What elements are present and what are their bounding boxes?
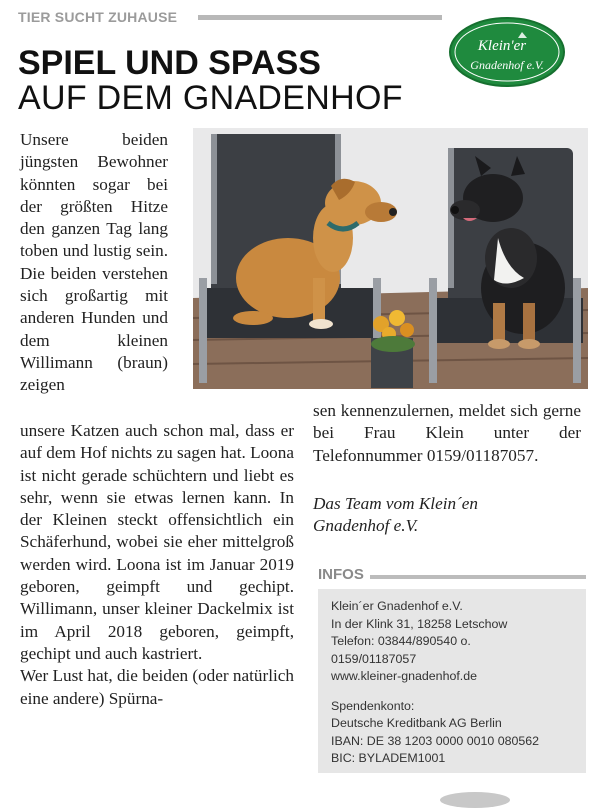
section-kicker: TIER SUCHT ZUHAUSE	[18, 9, 178, 25]
gnadenhof-logo	[448, 16, 566, 88]
article-signature	[313, 493, 581, 538]
website-link[interactable]: www.kleiner-gnadenhof.de	[331, 669, 478, 683]
signature-line: Das Team vom Klein´en	[313, 494, 479, 513]
infos-gap	[331, 686, 581, 698]
dogs-on-chairs-photo	[193, 128, 588, 389]
bank-line: BIC: BYLADEM1001	[331, 751, 446, 765]
logo-text-bottom: Gnadenhof e.V.	[470, 58, 544, 72]
article-paragraph: sen kennenzulernen, meldet sich gerne bei Frau Klein unter der Telefonnummer 0159/01187057.	[313, 401, 581, 465]
infos-line: In der Klink 31, 18258 Letschow	[331, 616, 508, 631]
article-paragraph: unsere Katzen auch schon mal, dass er auf dem Hof nichts zu sagen hat. Loona ist nicht gerade schüchtern und liebt es sehr, wenn sie etwas lernen kann. In der Kleinen steckt offensichtlich ein Schäferhund, wobei sie eher mittelgroß werden wird. Loona ist im Januar 2019 geboren, geimpft und gechipt. Willimann, unser kleiner Dackelmix ist im April 2018 geboren, geimpft, gechipt und auch kastriert.	[20, 421, 294, 663]
infos-line: Telefon: 03844/890540 o.	[331, 634, 471, 648]
article-col2	[313, 400, 581, 467]
infos-label: INFOS	[318, 566, 364, 583]
page-decoration	[440, 792, 510, 808]
signature-line: Gnadenhof e.V.	[313, 516, 419, 536]
infos-line: 0159/01187057	[331, 651, 417, 666]
headline-line1: SPIEL UND SPASS	[18, 44, 321, 82]
article-paragraph: Wer Lust hat, die beiden (oder natürlich eine andere) Spürna-	[20, 666, 294, 708]
kicker-divider	[198, 15, 442, 20]
headline-line2: AUF DEM GNADENHOF	[18, 79, 403, 117]
infos-divider	[370, 575, 586, 579]
article-paragraph: Unsere beiden jüngsten Bewohner könnten sogar bei der größten Hitze den ganzen Tag lang toben und lustig sein. Die beiden verstehen sich großartig mit anderen Hunden und dem kleinen Willimann (braun) zeigen	[20, 130, 168, 395]
bank-line: Deutsche Kreditbank AG Berlin	[331, 716, 502, 730]
infos-line: Klein´er Gnadenhof e.V.	[331, 599, 463, 613]
logo-text-top: Klein'er	[477, 38, 527, 54]
infos-text	[331, 598, 581, 768]
article-col1-bottom	[20, 420, 294, 710]
article-col1-top	[20, 129, 168, 397]
bank-line: Spendenkonto:	[331, 698, 415, 713]
bank-line: IBAN: DE 38 1203 0000 0010 080562	[331, 733, 540, 748]
